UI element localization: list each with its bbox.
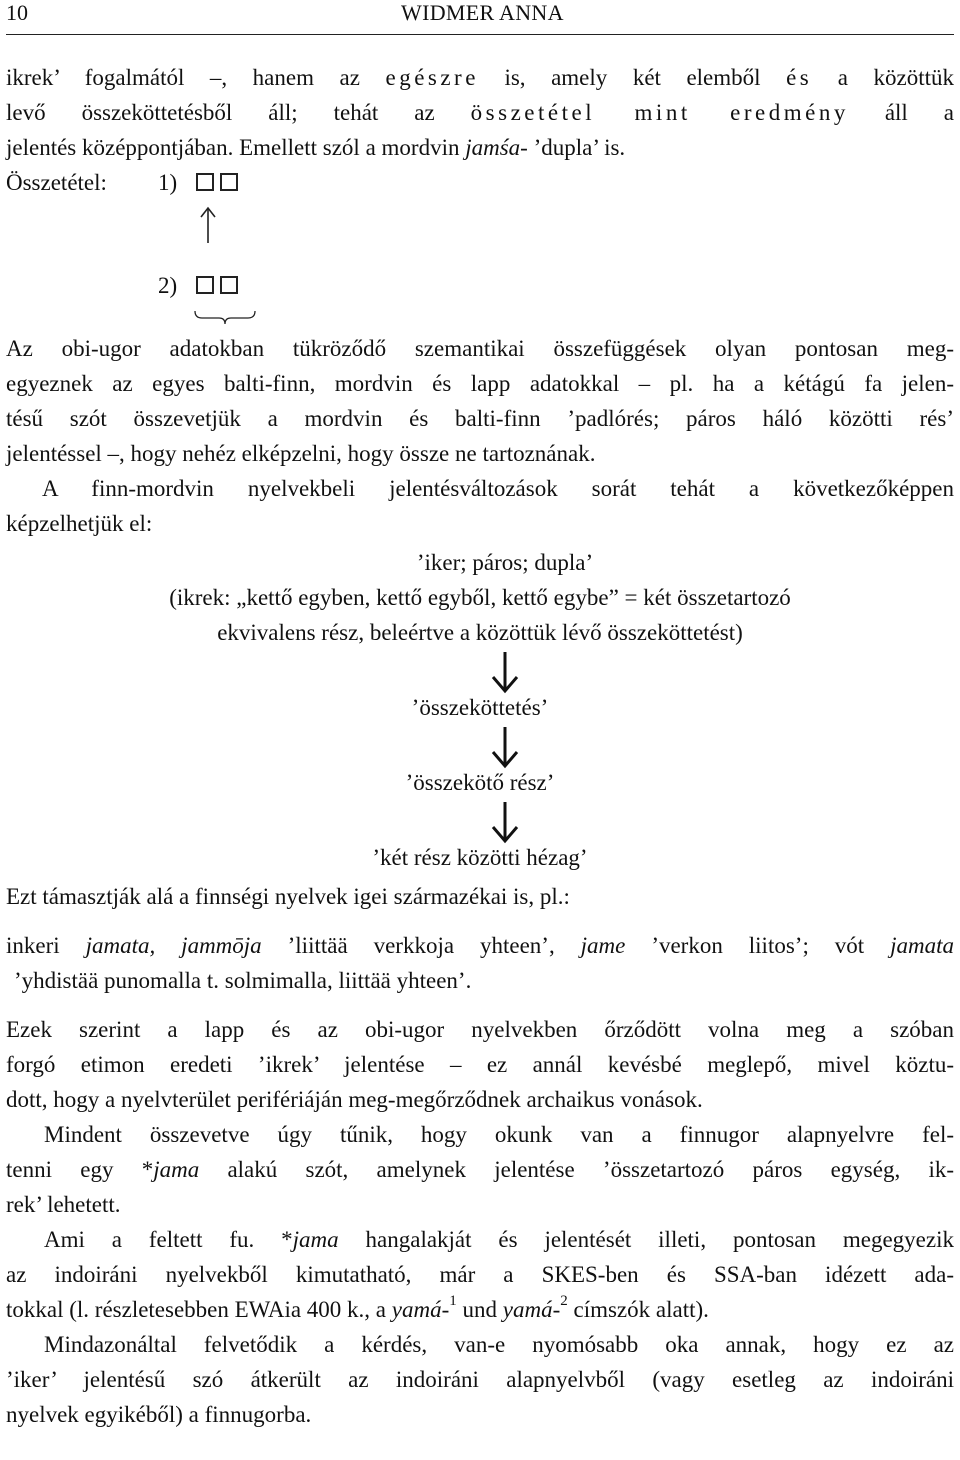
element-square-icon <box>196 173 214 191</box>
chain-step: (ikrek: „kettő egyben, kettő egyből, kettő egybe” = két összetartozó <box>169 585 791 610</box>
paragraph-line: Az obi-ugor adatokban tükröződő szemantikai összefüggések olyan pontosan meg- <box>6 336 954 361</box>
running-title: WIDMER ANNA <box>401 0 564 25</box>
paragraph-line: ’yhdistää punomalla t. solmimalla, liittää yhteen’. <box>14 968 472 993</box>
paragraph-line: tokkal (l. részletesebben EWAia 400 k., a yamá-$^1$ und yamá-$^2$ címszók alatt). <box>6 1293 709 1322</box>
paragraph-line: Ezek szerint a lapp és az obi-ugor nyelvekben őrződött volna meg a szóban <box>6 1017 954 1042</box>
paragraph-line: Ezt támasztják alá a finnségi nyelvek igei származékai is, pl.: <box>6 884 570 909</box>
paragraph-line: az indoiráni nyelvekből kimutatható, már a SKES-ben és SSA-ban idézett ada- <box>6 1262 954 1287</box>
diagram-label: Összetétel: <box>6 170 107 195</box>
arrow-up-icon <box>196 205 220 245</box>
example-block <box>6 928 954 998</box>
underbrace-icon <box>194 309 256 325</box>
paragraph-line: levő összeköttetésből áll; tehát az összetétel mint eredmény áll a <box>6 100 954 125</box>
diagram-item-1: 1) <box>158 165 177 200</box>
paragraph-line: tésű szót összevetjük a mordvin és balti-finn ’padlórés; páros háló közötti rés’ <box>6 406 954 431</box>
arrow-down-icon <box>490 650 520 694</box>
header-rule <box>6 34 954 35</box>
paragraph-line: Mindazonáltal felvetődik a kérdés, van-e nyomósabb oka annak, hogy ez az <box>44 1332 954 1357</box>
compound-diagram <box>6 165 954 325</box>
paragraph-line: nyelvek egyikéből) a finnugorba. <box>6 1402 312 1427</box>
superscript: 1 <box>449 1293 457 1310</box>
paragraph-line: tenni egy *jama alakú szót, amelynek jelentése ’összetartozó páros egység, ik- <box>6 1157 954 1182</box>
paragraph-line: ’iker’ jelentésű szó átkerült az indoiráni alapnyelvből (vagy esetleg az indoiráni <box>6 1367 954 1392</box>
chain-step: ’iker; páros; dupla’ <box>416 550 594 575</box>
chain-step: ’két rész közötti hézag’ <box>372 845 588 870</box>
page-number: 10 <box>6 0 28 25</box>
paragraph-line: képzelhetjük el: <box>6 511 153 536</box>
paragraph-line: dott, hogy a nyelvterület perifériáján meg-megőrződnek archaikus vonások. <box>6 1087 703 1112</box>
page-body <box>6 60 954 1432</box>
arrow-down-icon <box>490 725 520 769</box>
paragraph-line: Mindent összevetve úgy tűnik, hogy okunk van a finnugor alapnyelvre fel- <box>44 1122 954 1147</box>
paragraph-line: rek’ lehetett. <box>6 1192 121 1217</box>
superscript: 2 <box>560 1293 568 1310</box>
paragraph-line: Ami a feltett fu. *jama hangalakját és jelentését illeti, pontosan megegyezik <box>44 1227 954 1252</box>
paragraph-line: ikrek’ fogalmától –, hanem az egészre is, amely két elemből és a közöttük <box>6 65 954 90</box>
paragraph-line: forgó etimon eredeti ’ikrek’ jelentése – ez annál kevésbé meglepő, mivel köztu- <box>6 1052 954 1077</box>
running-header <box>6 0 954 26</box>
arrow-down-icon <box>490 800 520 844</box>
chain-step: ’összekötő rész’ <box>405 770 555 795</box>
semantic-chain <box>6 545 954 875</box>
paragraph-line: jelentéssel –, hogy nehéz elképzelni, hogy össze ne tartoznának. <box>6 441 596 466</box>
element-square-icon <box>220 173 238 191</box>
paragraph-line: egyeznek az egyes balti-finn, mordvin és lapp adatokkal – pl. ha a kétágú fa jelen- <box>6 371 954 396</box>
element-square-icon <box>220 276 238 294</box>
paragraph-line: inkeri jamata, jammōja ’liittää verkkoja yhteen’, jame ’verkon liitos’; vót jamata <box>6 933 954 958</box>
chain-step: ekvivalens rész, beleértve a közöttük lévő összeköttetést) <box>217 620 743 645</box>
paragraph-line: jelentés középpontjában. Emellett szól a mordvin jamśa- ’dupla’ is. <box>6 135 626 160</box>
diagram-item-2: 2) <box>158 268 177 303</box>
chain-step: ’összeköttetés’ <box>411 695 549 720</box>
paragraph-line: A finn-mordvin nyelvekbeli jelentésváltozások sorát tehát a következőképpen <box>42 476 954 501</box>
element-square-icon <box>196 276 214 294</box>
